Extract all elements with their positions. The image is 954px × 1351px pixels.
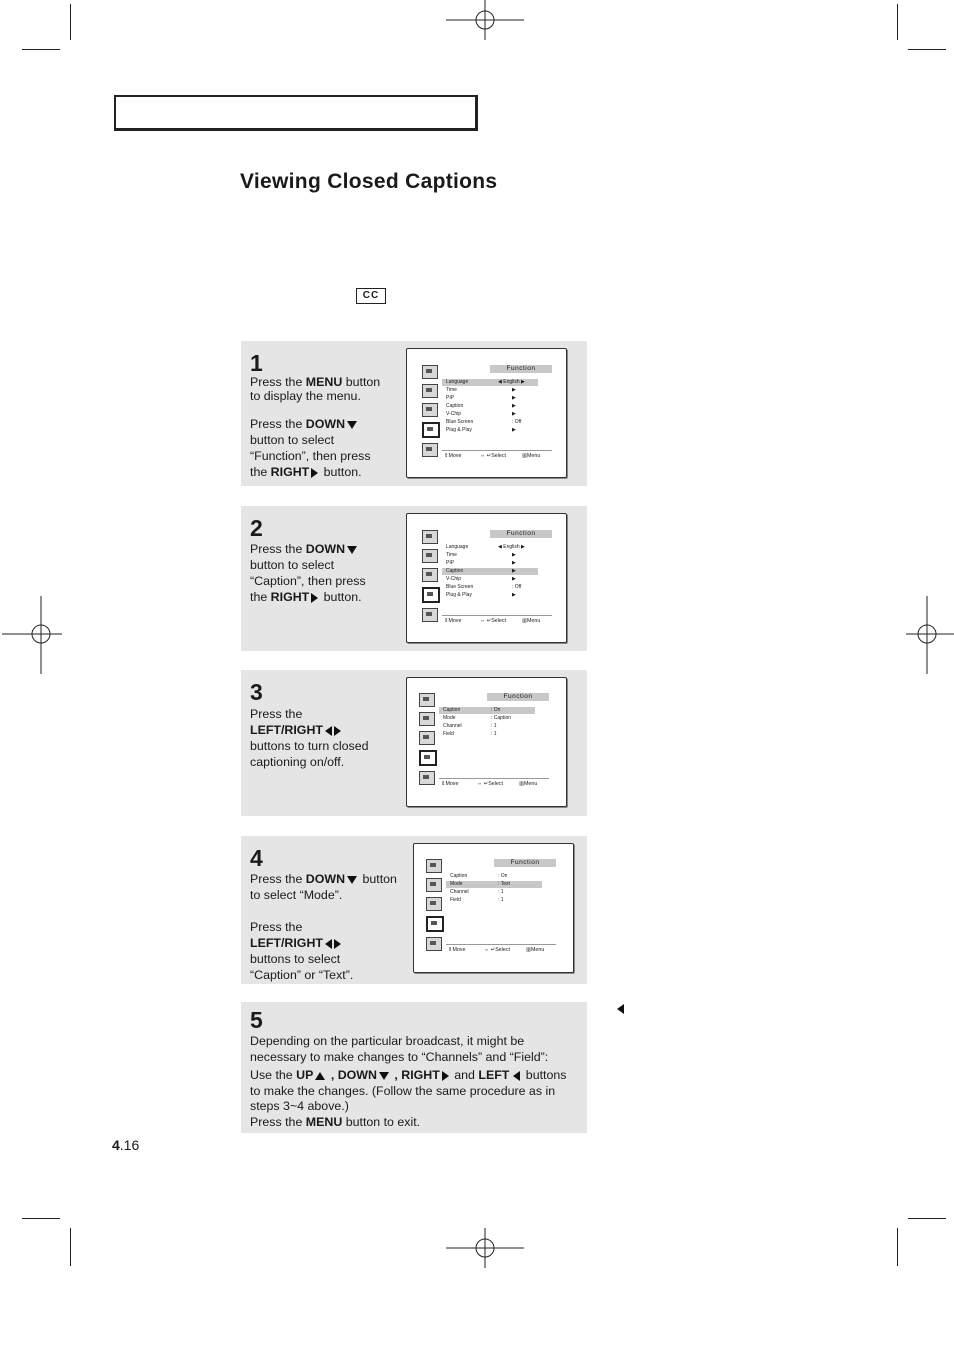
menu-row-label: Field — [450, 897, 461, 903]
menu-title: Function — [487, 693, 549, 701]
tv-screen-function-2 — [406, 513, 567, 643]
left-arrow-icon — [617, 1004, 624, 1014]
text-span: button to exit. — [342, 1114, 421, 1129]
sound-icon — [422, 384, 438, 398]
function-icon — [422, 422, 440, 438]
menu-row-label: Caption — [446, 568, 464, 574]
menu-row-value: : 1 — [491, 731, 497, 737]
menu-icon-column — [417, 693, 435, 790]
menu-row — [446, 897, 542, 904]
text-span: to select “Mode”. — [250, 888, 343, 902]
menu-row-value: ▶ — [512, 568, 516, 574]
footer-text: Move — [448, 453, 462, 459]
picture-icon — [422, 530, 438, 544]
menu-icon-column — [420, 530, 438, 627]
footer-text: Move — [445, 781, 459, 787]
footer-text: Menu — [527, 453, 541, 459]
text-span: the — [250, 590, 271, 604]
menu-row-value: ▶ — [512, 427, 516, 433]
menu-icon-column — [424, 859, 442, 956]
registration-mark-bottom — [446, 1228, 524, 1306]
menu-row-value: : Text — [498, 881, 510, 887]
text-span: Use the — [250, 1068, 297, 1082]
text-bold: , — [390, 1068, 402, 1082]
menu-hint: ▥ Menu — [522, 453, 541, 459]
crop-mark — [908, 1218, 946, 1219]
menu-row-value: ▶ — [512, 560, 516, 566]
menu-hint: ▥ Menu — [522, 618, 541, 624]
screen-footer — [442, 450, 552, 461]
footer-text: Select — [488, 781, 503, 787]
cc-badge: CC — [356, 288, 386, 304]
channel-icon — [422, 568, 438, 582]
left-arrow-icon — [325, 939, 332, 949]
menu-row-label: Time — [446, 387, 457, 393]
step-number: 5 — [250, 1007, 263, 1033]
menu-row — [446, 873, 542, 880]
step-panel-1 — [241, 341, 587, 486]
menu-row-value: ◀ English ▶ — [498, 544, 525, 550]
screen-footer — [446, 944, 556, 955]
function-icon — [422, 587, 440, 603]
move-hint: ⇕ Move — [448, 947, 466, 953]
text-span: buttons to select — [250, 952, 341, 966]
picture-icon — [419, 693, 435, 707]
menu-row-label: Language — [446, 379, 469, 385]
header-box — [114, 95, 478, 131]
pc-icon — [422, 608, 438, 622]
menu-row — [446, 881, 542, 888]
menu-row — [439, 723, 535, 730]
step-panel-5 — [241, 1002, 587, 1133]
menu-row-value: : 1 — [498, 889, 504, 895]
screen-footer — [442, 615, 552, 626]
menu-row-value: ▶ — [512, 552, 516, 558]
menu-row — [442, 395, 538, 402]
text-span: buttons — [522, 1068, 567, 1082]
menu-title: Function — [490, 365, 552, 373]
step-panel-2 — [241, 506, 587, 651]
menu-row — [442, 560, 538, 567]
text-bold: RIGHT — [270, 465, 310, 479]
menu-row — [439, 715, 535, 722]
tv-screen-caption-4 — [413, 843, 574, 973]
move-hint: ⇕ Move — [444, 453, 462, 459]
move-hint: ⇕ Move — [441, 781, 459, 787]
menu-row-label: Mode — [450, 881, 463, 887]
menu-row-label: Caption — [450, 873, 468, 879]
down-arrow-icon — [347, 876, 357, 884]
menu-title: Function — [494, 859, 556, 867]
step-text — [250, 541, 400, 605]
menu-row-label: Mode — [443, 715, 456, 721]
menu-row-label: Caption — [443, 707, 461, 713]
text-span: Press the — [250, 872, 306, 886]
footer-text: Move — [452, 947, 466, 953]
menu-row-value: : Off — [512, 584, 522, 590]
text-span: button — [342, 375, 381, 389]
text-span: button to select — [250, 433, 335, 447]
menu-row — [442, 379, 538, 386]
text-span: Press the — [250, 542, 306, 556]
picture-icon — [426, 859, 442, 873]
left-arrow-icon — [325, 726, 332, 736]
menu-hint: ▥ Menu — [526, 947, 545, 953]
step-text — [250, 1034, 582, 1130]
text-span: buttons to turn closed — [250, 739, 369, 753]
text-bold: RIGHT — [401, 1068, 440, 1082]
menu-icon-column — [420, 365, 438, 462]
down-arrow-icon — [379, 1072, 389, 1080]
text-span: “Caption”, then press — [250, 574, 366, 588]
crop-mark — [22, 1218, 60, 1219]
step-text — [250, 871, 410, 983]
text-span: button. — [320, 465, 362, 479]
step-text — [250, 374, 400, 480]
crop-mark — [908, 49, 946, 50]
registration-mark-right — [888, 596, 954, 674]
step-number: 2 — [250, 515, 263, 541]
menu-row-value: : Off — [512, 419, 522, 425]
footer-text: Menu — [527, 618, 541, 624]
right-arrow-icon — [311, 593, 318, 603]
text-span: button — [359, 872, 397, 886]
channel-icon — [419, 731, 435, 745]
down-arrow-icon — [347, 546, 357, 554]
menu-row — [442, 427, 538, 434]
text-bold: DOWN — [305, 872, 346, 886]
page-number-major: 4 — [112, 1137, 120, 1153]
crop-mark — [70, 1228, 71, 1266]
menu-row — [442, 576, 538, 583]
menu-row-label: Language — [446, 544, 469, 550]
footer-text: Select — [491, 453, 506, 459]
menu-row — [442, 584, 538, 591]
menu-row-value: ▶ — [512, 395, 516, 401]
menu-row-value: : 1 — [491, 723, 497, 729]
menu-row-label: V-Chip — [446, 411, 462, 417]
step-number: 1 — [250, 350, 263, 376]
registration-mark-left — [2, 596, 80, 674]
tv-screen-function-1 — [406, 348, 567, 478]
crop-mark — [70, 4, 71, 40]
move-hint: ⇕ Move — [444, 618, 462, 624]
crop-mark — [22, 49, 60, 50]
tv-screen-caption-3 — [406, 677, 567, 807]
menu-row-value: ▶ — [512, 403, 516, 409]
text-span: Press the — [250, 920, 303, 934]
select-hint: ⇔ ↵ Select — [480, 618, 506, 624]
text-span: and — [450, 1068, 479, 1082]
page-title: Viewing Closed Captions — [240, 170, 498, 193]
sound-icon — [426, 878, 442, 892]
down-arrow-icon — [347, 421, 357, 429]
menu-row-value: : 1 — [498, 897, 504, 903]
menu-row-label: Channel — [450, 889, 469, 895]
menu-row-value: : On — [491, 707, 501, 713]
text-span: button. — [320, 590, 362, 604]
menu-row-label: Blue Screen — [446, 584, 474, 590]
menu-row-label: Field — [443, 731, 454, 737]
footer-text: Menu — [524, 781, 538, 787]
channel-icon — [422, 403, 438, 417]
text-bold: LEFT — [478, 1068, 510, 1082]
menu-row-label: Blue Screen — [446, 419, 474, 425]
menu-row — [442, 387, 538, 394]
text-span: Press the — [250, 417, 306, 431]
function-icon — [419, 750, 437, 766]
text-bold: UP — [296, 1068, 314, 1082]
text-bold: LEFT/RIGHT — [250, 723, 323, 737]
menu-row-value: ▶ — [512, 576, 516, 582]
menu-row — [442, 592, 538, 599]
menu-title: Function — [490, 530, 552, 538]
pc-icon — [422, 443, 438, 457]
footer-text: Select — [495, 947, 510, 953]
footer-text: Menu — [531, 947, 545, 953]
menu-row-value: : Caption — [491, 715, 512, 721]
menu-row-label: Plug & Play — [446, 427, 472, 433]
menu-row-value: ▶ — [512, 411, 516, 417]
menu-row-label: PIP — [446, 560, 455, 566]
menu-row — [442, 411, 538, 418]
menu-row-value: : On — [498, 873, 508, 879]
text-span: “Function”, then press — [250, 449, 371, 463]
page-number-minor: .16 — [119, 1137, 140, 1153]
sound-icon — [419, 712, 435, 726]
text-span: Press the — [250, 707, 303, 721]
menu-row-label: Time — [446, 552, 457, 558]
select-hint: ⇔ ↵ Select — [484, 947, 510, 953]
channel-icon — [426, 897, 442, 911]
sound-icon — [422, 549, 438, 563]
right-arrow-icon — [334, 726, 341, 736]
pc-icon — [426, 937, 442, 951]
footer-text: Select — [491, 618, 506, 624]
menu-row-value: ▶ — [512, 592, 516, 598]
right-arrow-icon — [442, 1071, 449, 1081]
picture-icon — [422, 365, 438, 379]
right-arrow-icon — [334, 939, 341, 949]
step5-paragraph-2: to make the changes. (Follow the same procedure as in steps 3~4 above.) — [250, 1083, 556, 1113]
menu-row-label: Channel — [443, 723, 462, 729]
menu-row-value: ▶ — [512, 387, 516, 393]
step5-paragraph-1: Depending on the particular broadcast, it might be necessary to make changes to “Channels” and “Field”: — [250, 1034, 549, 1064]
text-span: captioning on/off. — [250, 755, 345, 769]
step-number: 3 — [250, 679, 263, 705]
text-bold: LEFT/RIGHT — [250, 936, 323, 950]
menu-row — [442, 419, 538, 426]
text-span: Press the — [250, 375, 306, 389]
text-bold: DOWN — [337, 1068, 377, 1082]
step-number: 4 — [250, 845, 263, 871]
function-icon — [426, 916, 444, 932]
left-arrow-icon — [513, 1071, 520, 1081]
text-span: the — [250, 465, 271, 479]
select-hint: ⇔ ↵ Select — [477, 781, 503, 787]
step-panel-4 — [241, 836, 587, 984]
text-bold: MENU — [305, 1114, 343, 1129]
menu-row — [446, 889, 542, 896]
right-arrow-icon — [311, 468, 318, 478]
text-bold: , — [327, 1068, 338, 1082]
menu-row — [439, 707, 535, 714]
menu-row — [442, 544, 538, 551]
step-panel-3 — [241, 670, 587, 816]
menu-row — [442, 403, 538, 410]
text-span: Press the — [250, 1114, 306, 1129]
text-bold: MENU — [305, 375, 343, 389]
text-bold: DOWN — [305, 417, 346, 431]
menu-row — [442, 552, 538, 559]
menu-row-label: PIP — [446, 395, 455, 401]
menu-row-label: Plug & Play — [446, 592, 472, 598]
text-span: to display the menu. — [250, 389, 361, 403]
crop-mark — [897, 1228, 898, 1266]
menu-row-label: V-Chip — [446, 576, 462, 582]
text-span: “Caption” or “Text”. — [250, 968, 354, 982]
registration-mark-top — [446, 0, 524, 78]
screen-footer — [439, 778, 549, 789]
menu-hint: ▥ Menu — [519, 781, 538, 787]
menu-row-label: Caption — [446, 403, 464, 409]
menu-row — [439, 731, 535, 738]
step-text — [250, 706, 400, 770]
menu-row — [442, 568, 538, 575]
up-arrow-icon — [315, 1072, 325, 1080]
page-number — [112, 1137, 139, 1153]
pc-icon — [419, 771, 435, 785]
menu-row-value: ◀ English ▶ — [498, 379, 525, 385]
text-bold: DOWN — [305, 542, 346, 556]
footer-text: Move — [448, 618, 462, 624]
crop-mark — [897, 4, 898, 40]
select-hint: ⇔ ↵ Select — [480, 453, 506, 459]
text-bold: RIGHT — [270, 590, 310, 604]
text-span: button to select — [250, 558, 335, 572]
